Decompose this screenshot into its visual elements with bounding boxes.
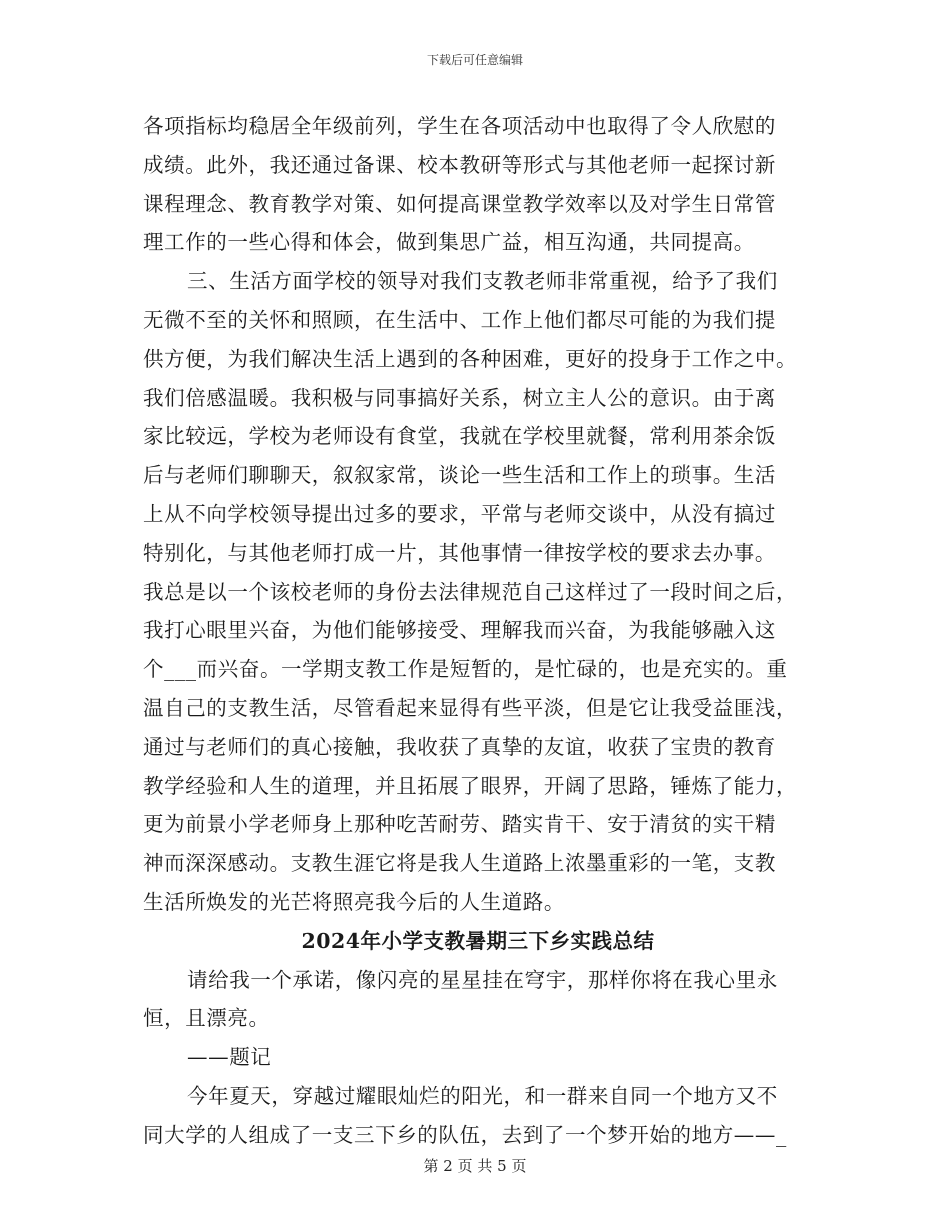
- section-title: 2024年小学支教暑期三下乡实践总结: [301, 928, 655, 953]
- text-line: 课程理念、教育教学对策、如何提高课堂教学效率以及对学生日常管: [143, 191, 776, 216]
- text-line: 教学经验和人生的道理，并且拓展了眼界，开阔了思路，锤炼了能力，: [143, 773, 798, 798]
- text-line: 家比较远，学校为老师设有食堂，我就在学校里就餐，常利用茶余饭: [143, 424, 776, 449]
- epigraph-attribution: ——题记: [187, 1045, 272, 1070]
- text-line: 后与老师们聊聊天，叙叙家常，谈论一些生活和工作上的琐事。生活: [143, 463, 776, 488]
- text-line: 恒，且漂亮。: [143, 1006, 270, 1031]
- document-body: [143, 107, 813, 1155]
- text-line: 生活所焕发的光芒将照亮我今后的人生道路。: [143, 889, 565, 914]
- text-line: 上从不向学校领导提出过多的要求，平常与老师交谈中，从没有搞过: [143, 501, 776, 526]
- text-line: 特别化，与其他老师打成一片，其他事情一律按学校的要求去办事。: [143, 540, 776, 565]
- text-line: 我打心眼里兴奋，为他们能够接受、理解我而兴奋，为我能够融入这: [143, 618, 776, 643]
- text-line: 理工作的一些心得和体会，做到集思广益，相互沟通，共同提高。: [143, 230, 755, 255]
- text-line: 成绩。此外，我还通过备课、校本教研等形式与其他老师一起探讨新: [143, 152, 776, 177]
- paragraph-start-line: 今年夏天，穿越过耀眼灿烂的阳光，和一群来自同一个地方又不: [187, 1083, 778, 1108]
- text-line: 各项指标均稳居全年级前列，学生在各项活动中也取得了令人欣慰的: [143, 114, 776, 138]
- text-line: 温自己的支教生活，尽管看起来显得有些平淡，但是它让我受益匪浅，: [143, 695, 798, 720]
- text-line: 神而深深感动。支教生涯它将是我人生道路上浓墨重彩的一笔，支教: [143, 851, 776, 876]
- page-footer: 第 2 页 共 5 页: [423, 1157, 527, 1175]
- text-line: 个___而兴奋。一学期支教工作是短暂的，是忙碌的，也是充实的。重: [143, 657, 788, 682]
- paragraph-start-line: 三、生活方面学校的领导对我们支教老师非常重视，给予了我们: [187, 269, 778, 294]
- text-line: 我总是以一个该校老师的身份去法律规范自己这样过了一段时间之后，: [143, 579, 798, 604]
- text-line: 同大学的人组成了一支三下乡的队伍，去到了一个梦开始的地方——_: [143, 1122, 787, 1147]
- text-line: 我们倍感温暖。我积极与同事搞好关系，树立主人公的意识。由于离: [143, 385, 776, 410]
- text-line: 更为前景小学老师身上那种吃苦耐劳、踏实肯干、安于清贫的实干精: [143, 812, 776, 837]
- text-line: 通过与老师们的真心接触，我收获了真挚的友谊，收获了宝贵的教育: [143, 734, 776, 759]
- text-line: 无微不至的关怀和照顾，在生活中、工作上他们都尽可能的为我们提: [143, 307, 776, 332]
- text-line: 供方便，为我们解决生活上遇到的各种困难，更好的投身于工作之中。: [143, 346, 798, 371]
- paragraph-start-line: 请给我一个承诺，像闪亮的星星挂在穹宇，那样你将在我心里永: [187, 967, 778, 992]
- page-header: 下载后可任意编辑: [426, 53, 523, 67]
